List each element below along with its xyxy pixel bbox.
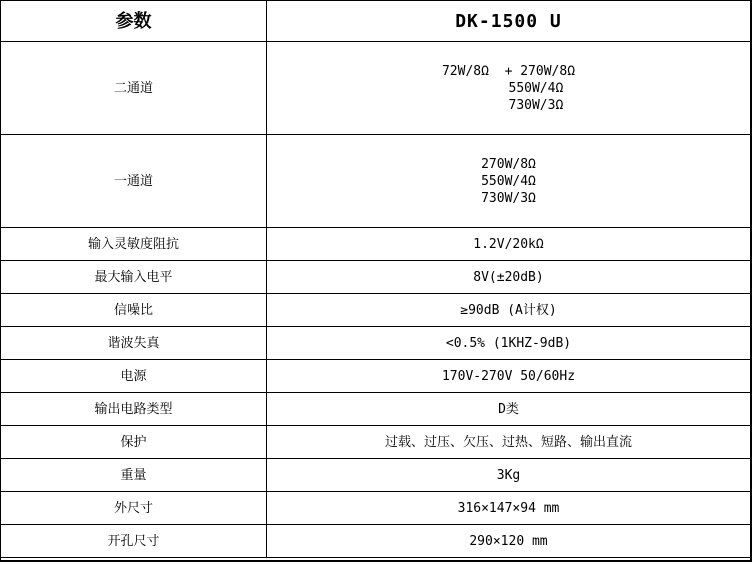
row-value-max-input-level: 8V(±20dB) [267,261,751,294]
table-row [1,294,751,327]
value-line: 72W/8Ω + 270W/8Ω [441,63,576,79]
row-value-thd: <0.5% (1KHZ-9dB) [267,327,751,360]
table-row [1,525,751,558]
table-row [1,426,751,459]
row-label-weight: 重量 [1,459,267,492]
row-value-two-channel [267,42,751,135]
value-line: 550W/4Ω [481,173,536,189]
table-row [1,135,751,228]
row-label-outer-size: 外尺寸 [1,492,267,525]
table-row [1,228,751,261]
table-row [1,393,751,426]
row-label-thd: 谐波失真 [1,327,267,360]
row-label-protection: 保护 [1,426,267,459]
row-value-outer-size: 316×147×94 mm [267,492,751,525]
row-value-power: 170V-270V 50/60Hz [267,360,751,393]
value-line: 550W/4Ω [453,80,564,96]
row-label-input-sensitivity: 输入灵敏度阻抗 [1,228,267,261]
value-line: 270W/8Ω [481,156,536,172]
row-label-cutout-size: 开孔尺寸 [1,525,267,558]
table-row [1,42,751,135]
row-label-snr: 信噪比 [1,294,267,327]
table-row [1,327,751,360]
row-value-input-sensitivity: 1.2V/20kΩ [267,228,751,261]
model-header-cell: DK-1500 U [267,1,751,42]
table-row [1,459,751,492]
row-label-max-input-level: 最大输入电平 [1,261,267,294]
row-value-output-circuit: D类 [267,393,751,426]
table-row [1,261,751,294]
value-line: 730W/3Ω [453,97,564,113]
row-value-snr: ≥90dB (A计权) [267,294,751,327]
row-value-one-channel [267,135,751,228]
row-value-protection: 过载、过压、欠压、过热、短路、输出直流 [267,426,751,459]
table-row [1,360,751,393]
table-row [1,492,751,525]
row-value-cutout-size: 290×120 mm [267,525,751,558]
row-label-power: 电源 [1,360,267,393]
table-header-row [1,1,751,42]
param-header-cell: 参数 [1,1,267,42]
row-label-two-channel: 二通道 [1,42,267,135]
row-value-weight: 3Kg [267,459,751,492]
value-line: 730W/3Ω [481,190,536,206]
row-label-output-circuit: 输出电路类型 [1,393,267,426]
row-label-one-channel: 一通道 [1,135,267,228]
